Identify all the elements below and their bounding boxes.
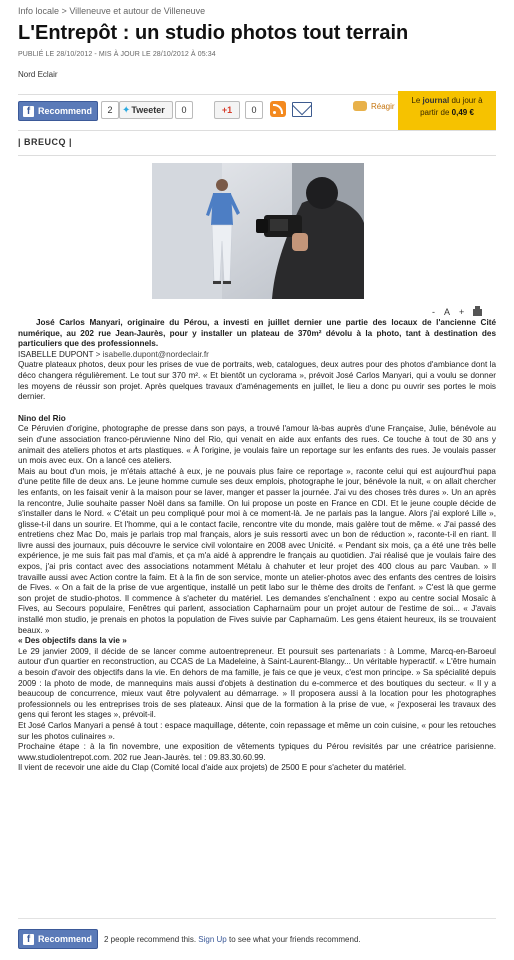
tweet-label: Tweeter <box>131 105 165 115</box>
divider <box>18 130 496 131</box>
article-lead: José Carlos Manyari, originaire du Pérou, a investi en juillet dernier une partie des locaux de l'ancienne Cité numérique, au 202 rue Jean-Jaurès, pour y installer un plateau de 370m² dévolu à la photo, tant à destination des particuliers que des professionnels. <box>18 318 496 349</box>
divider <box>18 918 496 919</box>
recommend-after-text: to see what your friends recommend. <box>229 934 361 944</box>
section-label: | BREUCQ | <box>18 137 73 147</box>
share-bar <box>18 97 496 125</box>
react-label: Réagir <box>371 101 395 111</box>
journal-word: journal <box>422 96 450 105</box>
tweet-count: 0 <box>175 101 193 119</box>
facebook-icon: f <box>23 106 34 117</box>
breadcrumb <box>18 6 205 16</box>
decrease-font-button[interactable]: - <box>432 307 435 317</box>
comment-icon <box>353 101 367 111</box>
paragraph: Il vient de recevoir une aide du Clap (Comité local d'aide aux projets) de 2500 E pour s'acheter du matériel. <box>18 763 407 773</box>
breadcrumb-link-info-locale[interactable]: Info locale <box>18 6 60 16</box>
rss-icon[interactable] <box>270 101 286 117</box>
facebook-recommend-label: Recommend <box>38 934 93 944</box>
recommend-count-text: 2 people recommend this. <box>104 934 197 944</box>
photographer-studio-image <box>152 163 364 299</box>
paragraph: Ce Péruvien d'origine, photographe de presse dans son pays, a trouvé l'amour là-bas auprès d'une Française, Julie, bénévole au sein d'une association franco-péruvienne Nino del Rio, qui venait en aide aux enfants des rues. Ce touche à tout de 30 ans y animait des ateliers photos et arts plastiques. « À l'origine, je voulais faire un reportage sur les enfants des rues. Je voulais passer un mois avec eux. On a lancé ces ateliers. <box>18 424 496 466</box>
journal-promo[interactable] <box>398 91 496 131</box>
google-plus-button[interactable]: +1 <box>214 101 240 119</box>
increase-font-button[interactable]: + <box>459 307 465 317</box>
breadcrumb-link-villeneuve[interactable]: Villeneuve et autour de Villeneuve <box>69 6 206 16</box>
article-photo <box>152 163 364 299</box>
twitter-bird-icon: ✦ <box>122 105 131 116</box>
subheading: « Des objectifs dans la vie » <box>18 636 127 646</box>
article-title: L'Entrepôt : un studio photos tout terrain <box>18 22 409 44</box>
paragraph: Le 29 janvier 2009, il décide de se lancer comme autoentrepreneur. Et poursuit ses partenariats : à Lomme, Marcq-en-Baroeul autour d'un quartier en reconstruction, au CCAS de La Madeleine, à Saint-Laurent-Blangy... Un véritable hyperactif. « L'être humain a besoin d'avoir des objectifs dans la vie. En dehors de ma famille, je fais ce que je veux, c'est mon principe. » Sa spécialité depuis 2009 : la photo de mode, de mannequins mais aussi d'objets à destination du e-commerce et des boutiques du secteur. « Il y a beaucoup de concurrence, mieux vaut être polyvalent au démarrage. » Il proposera aussi à la location pour les photographes professionnels ou les entreprises trois de ses plateaux. Ainsi que de la formation à la prise de vue, « j'exposerai les travaux des gens qui feront les stages », prévoit-il. <box>18 646 496 720</box>
article-body <box>18 318 496 774</box>
facebook-recommend-button-bottom[interactable] <box>18 929 98 949</box>
journal-line1-post: du jour à <box>449 96 483 105</box>
facebook-recommend-button[interactable] <box>18 101 98 121</box>
journal-line1-pre: Le <box>411 96 423 105</box>
sign-up-link[interactable]: Sign Up <box>198 934 227 944</box>
paragraph: Quatre plateaux photos, deux pour les prises de vue de portraits, web, catalogues, deux autres pour des photos d'ambiance dont la déco changera régulièrement. Le tout sur 370 m². « Et bientôt un cyclorama », prévoit José Carlos Manyari, qui a voulu se donner les moyens de réussir son projet. Après quelques travaux d'aménagements en juillet, le lieu a donc pu ouvrir ses portes le mois dernier. <box>18 360 496 402</box>
font-size-tools <box>432 307 482 317</box>
divider <box>18 155 496 156</box>
google-plus-count: 0 <box>245 101 263 119</box>
author-name: ISABELLE DUPONT <box>18 349 94 359</box>
paragraph: Et José Carlos Manyari a pensé à tout : espace maquillage, détente, coin repassage et même un coin cuisine, « pour les retouches sur les photos culinaires ». <box>18 720 496 741</box>
paragraph: Mais au bout d'un mois, je m'étais attaché à eux, je ne pouvais plus faire ce reportage », raconte celui qui est aujourd'hui papa d'une petite fille de deux ans. Le jeune homme cumule ses deux emplois, photographe le jour, bénévole la nuit, « on allait chercher les enfants, on les faisait venir à la maison pour se laver, manger et passer la journée. J'ai vu des choses très dures ». Un an après la rencontre, Julie souhaite passer Noël dans sa famille. On lui propose un poste en France en CDI. Et le jeune couple décide de s'installer dans le Nord. « C'était un peu compliqué pour moi à ce moment-là. Je ne parlais pas la langue. Alors j'ai exploré Lille », glisse-t-il dans un sourire. Et l'homme, qui a le contact facile, rencontre vite du monde, mais galère tout de même. « J'ai passé des entretiens chez Mac Do, mais je parlais trop mal français, alors je suis ressorti avec un bon de réduction », raconte-t-il en riant. Il livre aussi des journaux, puis découvre le service civil volontaire en 2008 avec Unicité. « Pendant six mois, ça a été une très belle expérience, je me suis fait pas mal d'amis, et ça m'a aidé à apprendre le français au quotidien. J'ai réalisé que je voulais faire des expos, j'ai pris contact avec des associations notamment Métalu à chahuter et leur projet des 400 clous au parc Vauban. » Il travaille aussi avec Action contre la faim. Et à la fin de son service, monte un atelier-photos avec des enfants des centres de loisirs de Fives. « On a fait de la prise de vue argentique, installé un petit labo sur le thème des droits de l'enfant. » C'est là que germe son projet de studio-photos. Il commence à s'acheter du matériel. Les demandes s'enchaînent : expo au centre social Mosaïc à Fives, au Secours populaire, Fenêtres qui parlent, association Capharnaüm pour un projet autour de l'estime de soi... « J'avais installé mon studio, je prenais en photos la population de Fives suivie par Capharnaüm. Les gens étaient heureux, ils se trouvaient beaux. » <box>18 466 496 635</box>
facebook-icon: f <box>23 934 34 945</box>
journal-price: 0,49 € <box>451 108 474 117</box>
facebook-recommend-label: Recommend <box>38 106 93 116</box>
article-meta: PUBLIÉ LE 28/10/2012 - MIS À JOUR LE 28/10/2012 À 05:34 <box>18 51 216 58</box>
facebook-count: 2 <box>101 101 119 119</box>
tweet-button[interactable] <box>119 101 173 119</box>
react-link[interactable] <box>353 101 395 111</box>
font-size-label: A <box>444 307 451 317</box>
email-icon[interactable] <box>292 102 312 117</box>
paragraph: Prochaine étape : à la fin novembre, une exposition de vêtements typiques du Pérou revisités par une créatrice parisienne. www.studiolentrepot.com. 202 rue Jean-Jaurès. tel : 09.83.30.60.99. <box>18 742 496 762</box>
author-byline <box>18 350 496 361</box>
facebook-recommend-widget <box>18 930 496 948</box>
breadcrumb-separator: > <box>61 6 67 16</box>
subheading: Nino del Rio <box>18 413 66 423</box>
author-email-link[interactable]: > isabelle.dupont@nordeclair.fr <box>95 349 209 359</box>
journal-line2-pre: partir de <box>420 108 452 117</box>
print-icon[interactable] <box>473 309 482 316</box>
article-source: Nord Eclair <box>18 70 58 79</box>
